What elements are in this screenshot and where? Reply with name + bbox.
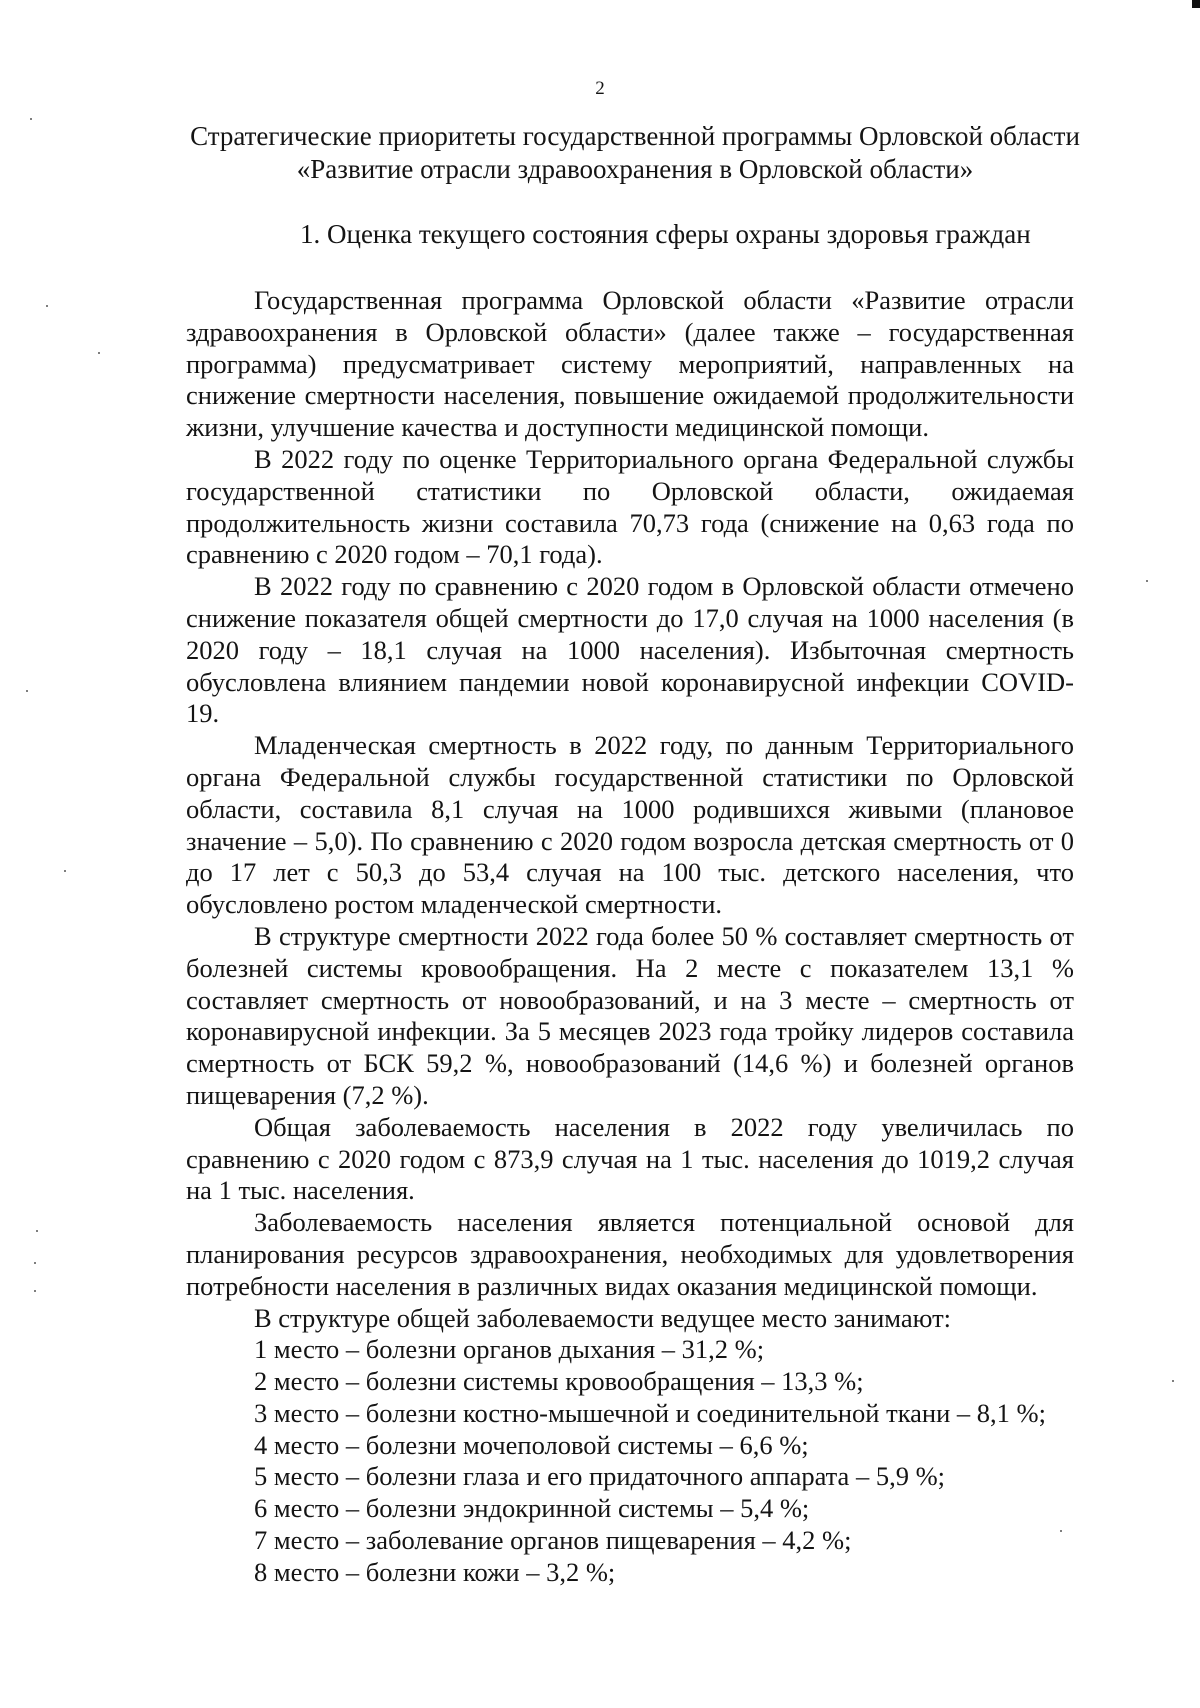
paragraph: Общая заболеваемость населения в 2022 году увеличилась по сравнению с 2020 годом с 873,9 случая на 1 тыс. населения до 1019,2 случая на 1 тыс. населения. — [186, 1111, 1074, 1206]
list-item: 5 место – болезни глаза и его придаточного аппарата – 5,9 %; — [254, 1461, 946, 1492]
list-intro: В структуре общей заболеваемости ведущее место занимают: — [254, 1302, 952, 1333]
scan-speck — [98, 352, 100, 354]
list-item: 6 место – болезни эндокринной системы – 5,4 %; — [254, 1493, 810, 1524]
scan-speck — [64, 870, 66, 872]
scan-speck — [1172, 1380, 1174, 1382]
scan-speck — [34, 1262, 36, 1264]
scan-speck — [1060, 1530, 1062, 1532]
scan-speck — [1146, 580, 1148, 582]
section-heading: 1. Оценка текущего состояния сферы охраны здоровья граждан — [300, 219, 1031, 249]
document-title: Стратегические приоритеты государственной программы Орловской области «Развитие отрасли здравоохранения в Орловской области» — [190, 121, 1080, 184]
paragraph: В 2022 году по оценке Территориального органа Федеральной службы государственной статистики по Орловской области, ожидаемая продолжительность жизни составила 70,73 года (снижение на 0,63 года по сравнению с 2020 годом – 70,1 года). — [186, 443, 1074, 570]
scan-speck — [34, 1290, 36, 1292]
scan-speck — [36, 1230, 38, 1232]
list-item: 2 место – болезни системы кровообращения – 13,3 %; — [254, 1366, 864, 1397]
scan-corner-mark — [1192, 0, 1200, 8]
document-body — [186, 285, 1074, 1589]
paragraph: Заболеваемость населения является потенциальной основой для планирования ресурсов здравоохранения, необходимых для удовлетворения потребности населения в различных видах оказания медицинской помощи. — [186, 1207, 1074, 1301]
list-item: 7 место – заболевание органов пищеварения – 4,2 %; — [254, 1525, 852, 1556]
scan-speck — [46, 305, 48, 307]
paragraph: Младенческая смертность в 2022 году, по данным Территориального органа Федеральной службы государственной статистики по Орловской области, составила 8,1 случая на 1000 родившихся живыми (плановое значение – 5,0). По сравнению с 2020 годом возросла детская смертность от 0 до 17 лет с 50,3 до 53,4 случая на 100 тыс. детского населения, что обусловлено ростом младенческой смертности. — [186, 730, 1074, 920]
page-number: 2 — [595, 78, 605, 99]
paragraph: Государственная программа Орловской области «Развитие отрасли здравоохранения в Орловской области» (далее также – государственная программа) предусматривает систему мероприятий, направленных на снижение смертности населения, повышение ожидаемой продолжительности жизни, улучшение качества и доступности медицинской помощи. — [186, 285, 1074, 443]
list-item: 8 место – болезни кожи – 3,2 %; — [254, 1556, 616, 1587]
scan-speck — [30, 118, 32, 120]
morbidity-list — [186, 1334, 1074, 1588]
list-item: 1 место – болезни органов дыхания – 31,2 %; — [254, 1334, 765, 1365]
scan-speck — [26, 690, 28, 692]
list-item: 4 место – болезни мочеполовой системы – 6,6 %; — [254, 1429, 809, 1460]
paragraph: В структуре смертности 2022 года более 50 % составляет смертность от болезней системы кровообращения. На 2 месте с показателем 13,1 % составляет смертность от новообразований, и на 3 месте – смертность от коронавирусной инфекции. За 5 месяцев 2023 года тройку лидеров составила смертность от БСК 59,2 %, новообразований (14,6 %) и болезней органов пищеварения (7,2 %). — [186, 920, 1074, 1110]
list-item: 3 место – болезни костно-мышечной и соединительной ткани – 8,1 %; — [254, 1397, 1046, 1428]
paragraph: В 2022 году по сравнению с 2020 годом в Орловской области отмечено снижение показателя общей смертности до 17,0 случая на 1000 населения (в 2020 году – 18,1 случая на 1000 населения). Избыточная смертность обусловлена влиянием пандемии новой коронавирусной инфекции COVID-19. — [186, 571, 1074, 729]
